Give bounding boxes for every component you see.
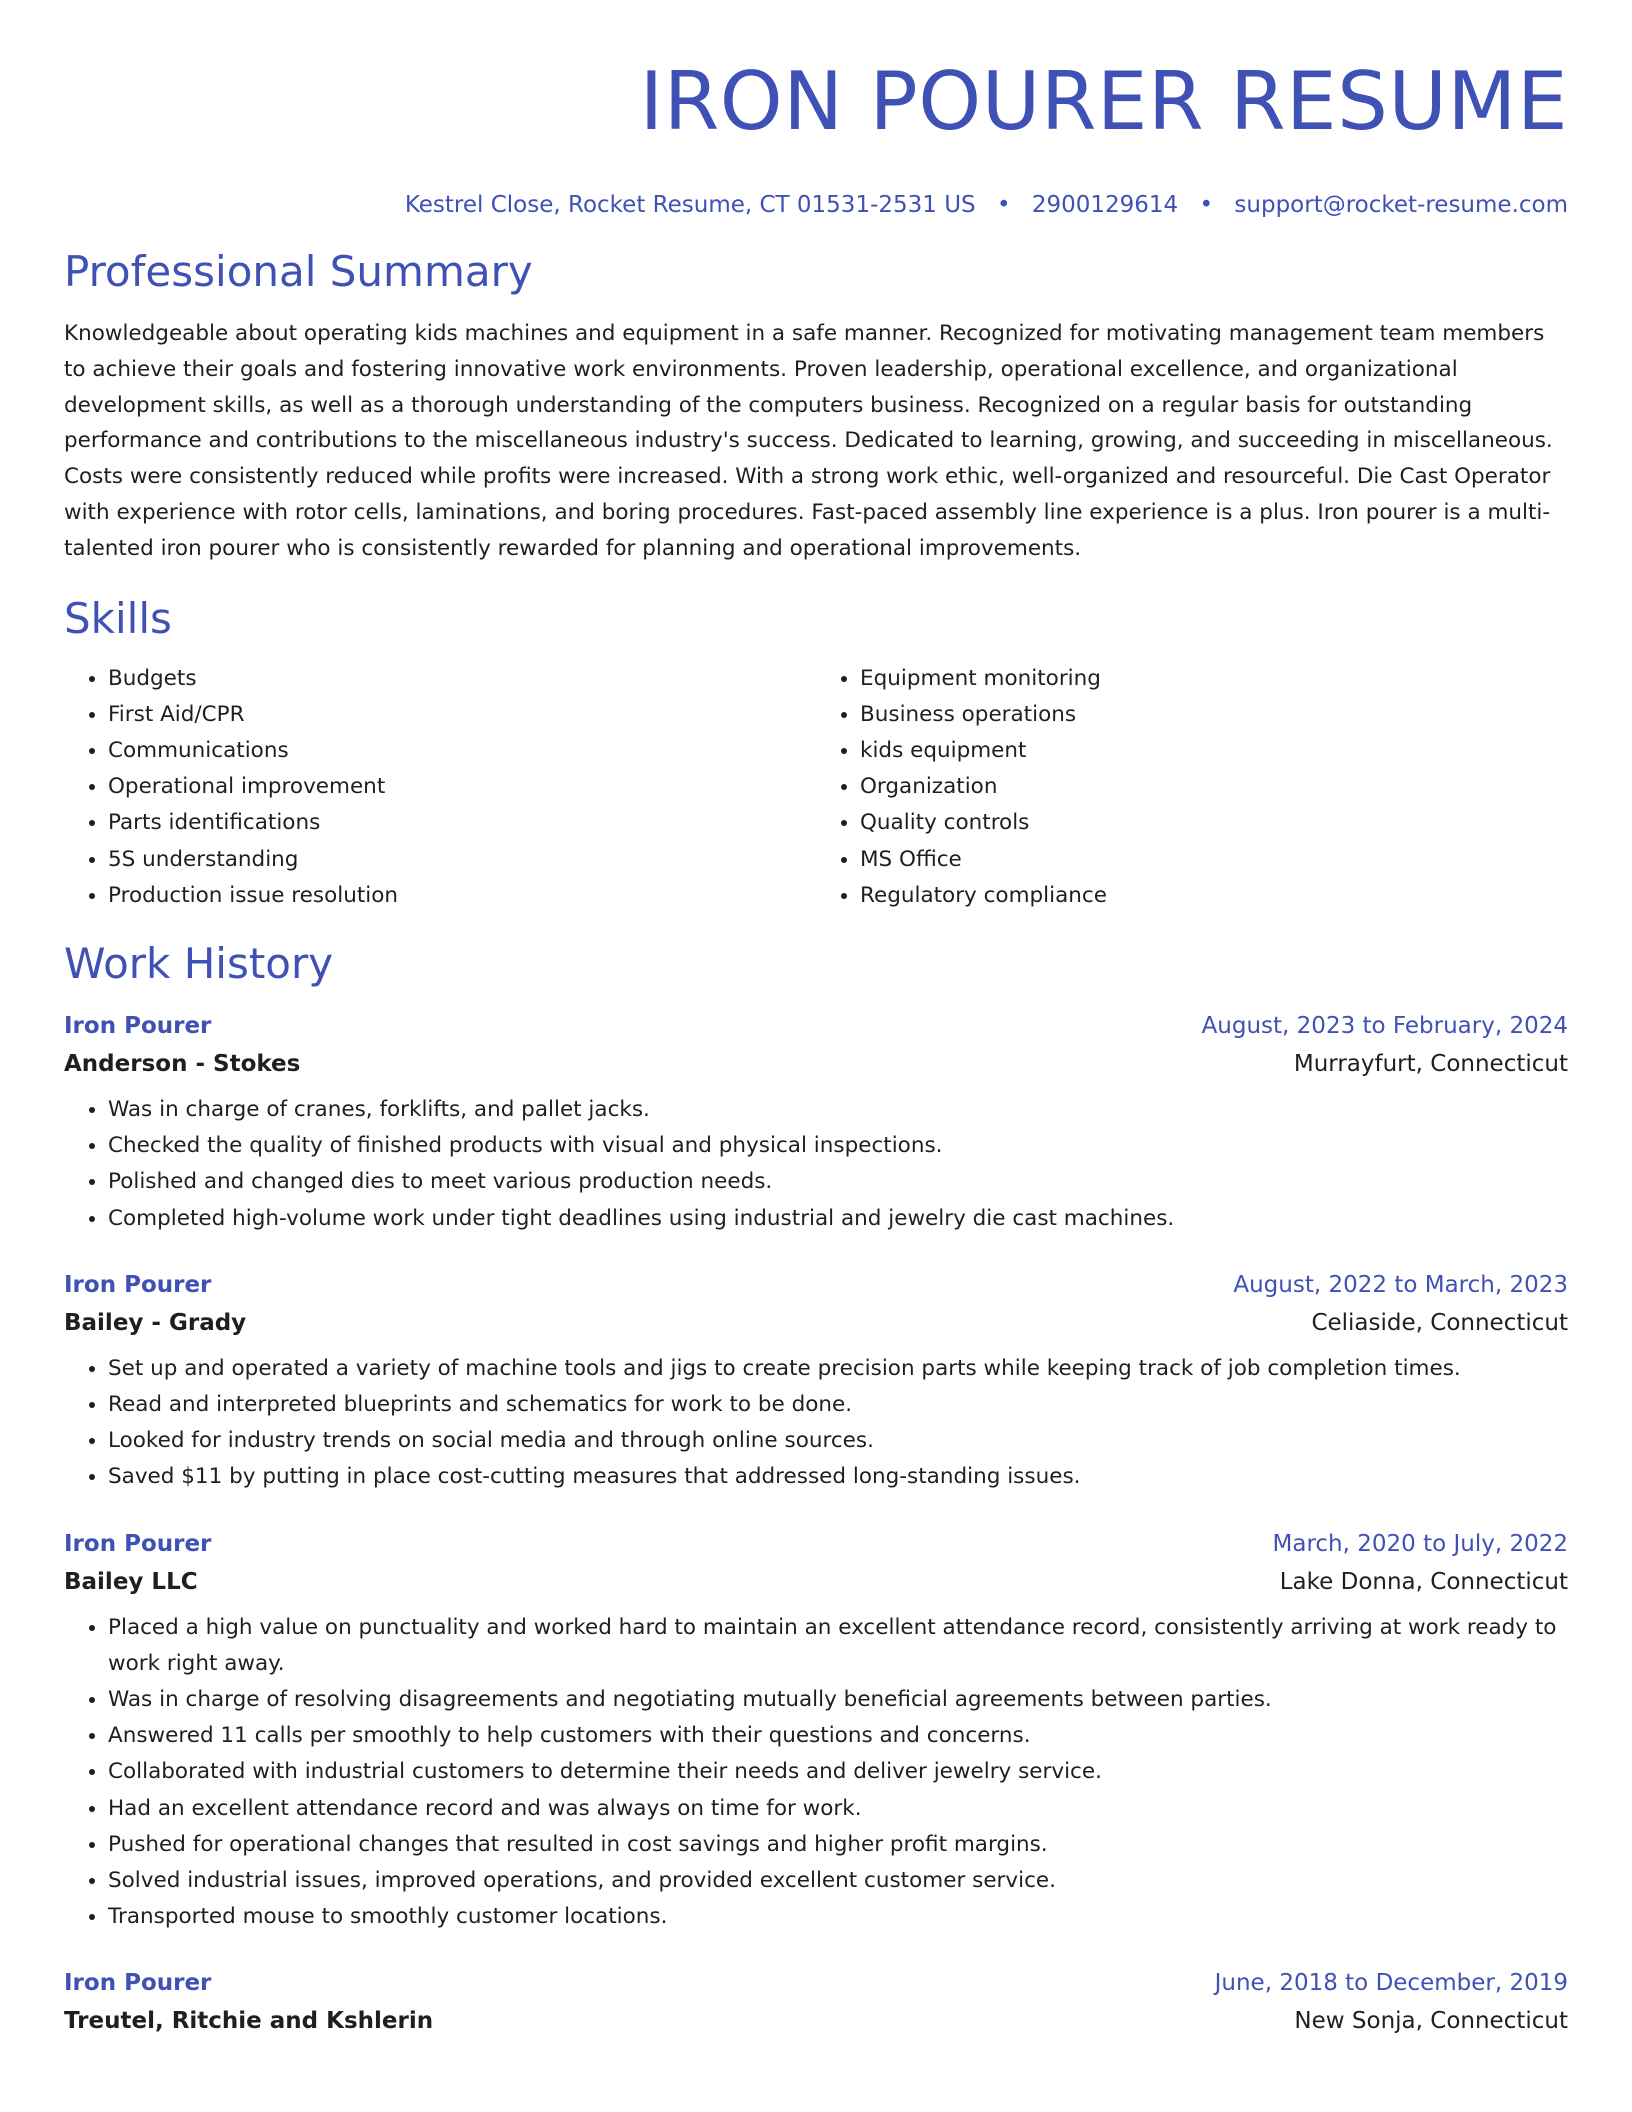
job-header [64, 1526, 1568, 1562]
job-location: Lake Donna, Connecticut [1279, 1568, 1568, 1595]
contact-line [64, 190, 1568, 220]
contact-email: support@rocket-resume.com [1234, 192, 1568, 218]
job-header [64, 1965, 1568, 2001]
job-duty: • Set up and operated a variety of machine tools and jigs to create precision parts while keeping track of job completion times. [108, 1351, 1568, 1387]
job-header [64, 1008, 1568, 1044]
job-dates: March, 2020 to July, 2022 [1272, 1530, 1568, 1557]
skill-item: • First Aid/CPR [108, 697, 816, 733]
skills-column-right [816, 661, 1568, 914]
job-duty: • Placed a high value on punctuality and worked hard to maintain an excellent attendance record, consistently arriving at work ready to work right away. [108, 1610, 1568, 1682]
skill-item: • Production issue resolution [108, 878, 816, 914]
contact-separator: • [1199, 192, 1214, 218]
work-history-heading: Work History [64, 939, 334, 988]
job-duties [64, 1610, 1568, 1936]
job-duty: • Pushed for operational changes that resulted in cost savings and higher profit margins. [108, 1827, 1568, 1863]
job-entry [64, 1008, 1568, 1237]
job-entry [64, 1526, 1568, 1936]
job-dates: June, 2018 to December, 2019 [1214, 1970, 1568, 1997]
job-duty: • Was in charge of resolving disagreements and negotiating mutually beneficial agreements between parties. [108, 1682, 1568, 1718]
job-title: Iron Pourer [64, 1970, 212, 1997]
job-title: Iron Pourer [64, 1271, 212, 1298]
contact-separator: • [996, 192, 1011, 218]
job-duty: • Completed high-volume work under tight deadlines using industrial and jewelry die cast machines. [108, 1201, 1568, 1237]
job-duty: • Had an excellent attendance record and was always on time for work. [108, 1791, 1568, 1827]
job-duty: • Transported mouse to smoothly customer locations. [108, 1899, 1568, 1935]
skill-item: • Budgets [108, 661, 816, 697]
job-title: Iron Pourer [64, 1530, 212, 1557]
skills-heading: Skills [64, 593, 172, 643]
job-company: Anderson - Stokes [64, 1051, 301, 1077]
skill-item: • Quality controls [860, 805, 1568, 841]
job-duty: • Checked the quality of finished products with visual and physical inspections. [108, 1128, 1568, 1164]
job-dates: August, 2022 to March, 2023 [1233, 1271, 1568, 1298]
resume-title: IRON POURER RESUME [639, 55, 1568, 148]
job-duties [64, 1351, 1568, 1496]
job-duty: • Saved $11 by putting in place cost-cutting measures that addressed long-standing issues. [108, 1459, 1568, 1495]
job-company: Bailey LLC [64, 1568, 198, 1595]
contact-phone: 2900129614 [1031, 192, 1179, 218]
job-company: Treutel, Ritchie and Kshlerin [64, 2008, 434, 2035]
skill-item: • Equipment monitoring [860, 661, 1568, 697]
skills-list [64, 661, 1568, 914]
skills-column-left [64, 661, 816, 914]
summary-heading: Professional Summary [64, 247, 533, 296]
job-location: Murrayfurt, Connecticut [1293, 1051, 1568, 1077]
job-duty: • Read and interpreted blueprints and schematics for work to be done. [108, 1387, 1568, 1423]
job-employer [64, 2001, 1568, 2041]
skill-item: • Operational improvement [108, 769, 816, 805]
job-entry [64, 1267, 1568, 1496]
job-duty: • Answered 11 calls per smoothly to help customers with their questions and concerns. [108, 1718, 1568, 1754]
job-employer [64, 1562, 1568, 1602]
job-duty: • Was in charge of cranes, forklifts, and pallet jacks. [108, 1092, 1568, 1128]
contact-address: Kestrel Close, Rocket Resume, CT 01531-2531 US [404, 192, 976, 218]
job-dates: August, 2023 to February, 2024 [1201, 1013, 1568, 1039]
skill-item: • kids equipment [860, 733, 1568, 769]
skill-item: • Communications [108, 733, 816, 769]
job-header [64, 1267, 1568, 1303]
skill-item: • Business operations [860, 697, 1568, 733]
job-duty: • Collaborated with industrial customers to determine their needs and deliver jewelry service. [108, 1754, 1568, 1790]
job-duty: • Polished and changed dies to meet various production needs. [108, 1164, 1568, 1200]
job-location: Celiaside, Connecticut [1311, 1309, 1568, 1336]
skill-item: • 5S understanding [108, 842, 816, 878]
job-employer [64, 1303, 1568, 1343]
skill-item: • Regulatory compliance [860, 878, 1568, 914]
job-entry [64, 1965, 1568, 2041]
skill-item: • Organization [860, 769, 1568, 805]
job-company: Bailey - Grady [64, 1309, 247, 1336]
skill-item: • Parts identifications [108, 805, 816, 841]
job-title: Iron Pourer [64, 1013, 212, 1039]
skill-item: • MS Office [860, 842, 1568, 878]
summary-text: Knowledgeable about operating kids machines and equipment in a safe manner. Recognized for motivating management team members to achieve their goals and fostering innovative work environments. Proven leadership, operational excellence, and organizational development skills, as well as a thorough understanding of the computers business. Recognized on a regular basis for outstanding performance and contributions to the miscellaneous industry's success. Dedicated to learning, growing, and succeeding in miscellaneous. Costs were consistently reduced while profits were increased. With a strong work ethic, well-organized and resourceful. Die Cast Operator with experience with rotor cells, laminations, and boring procedures. Fast-paced assembly line experience is a plus. Iron pourer is a multi-talented iron pourer who is consistently rewarded for planning and operational improvements. [64, 321, 1553, 561]
job-duty: • Looked for industry trends on social media and through online sources. [108, 1423, 1568, 1459]
job-location: New Sonja, Connecticut [1294, 2008, 1568, 2035]
job-duty: • Solved industrial issues, improved operations, and provided excellent customer service. [108, 1863, 1568, 1899]
job-employer [64, 1044, 1568, 1084]
job-duties [64, 1092, 1568, 1237]
